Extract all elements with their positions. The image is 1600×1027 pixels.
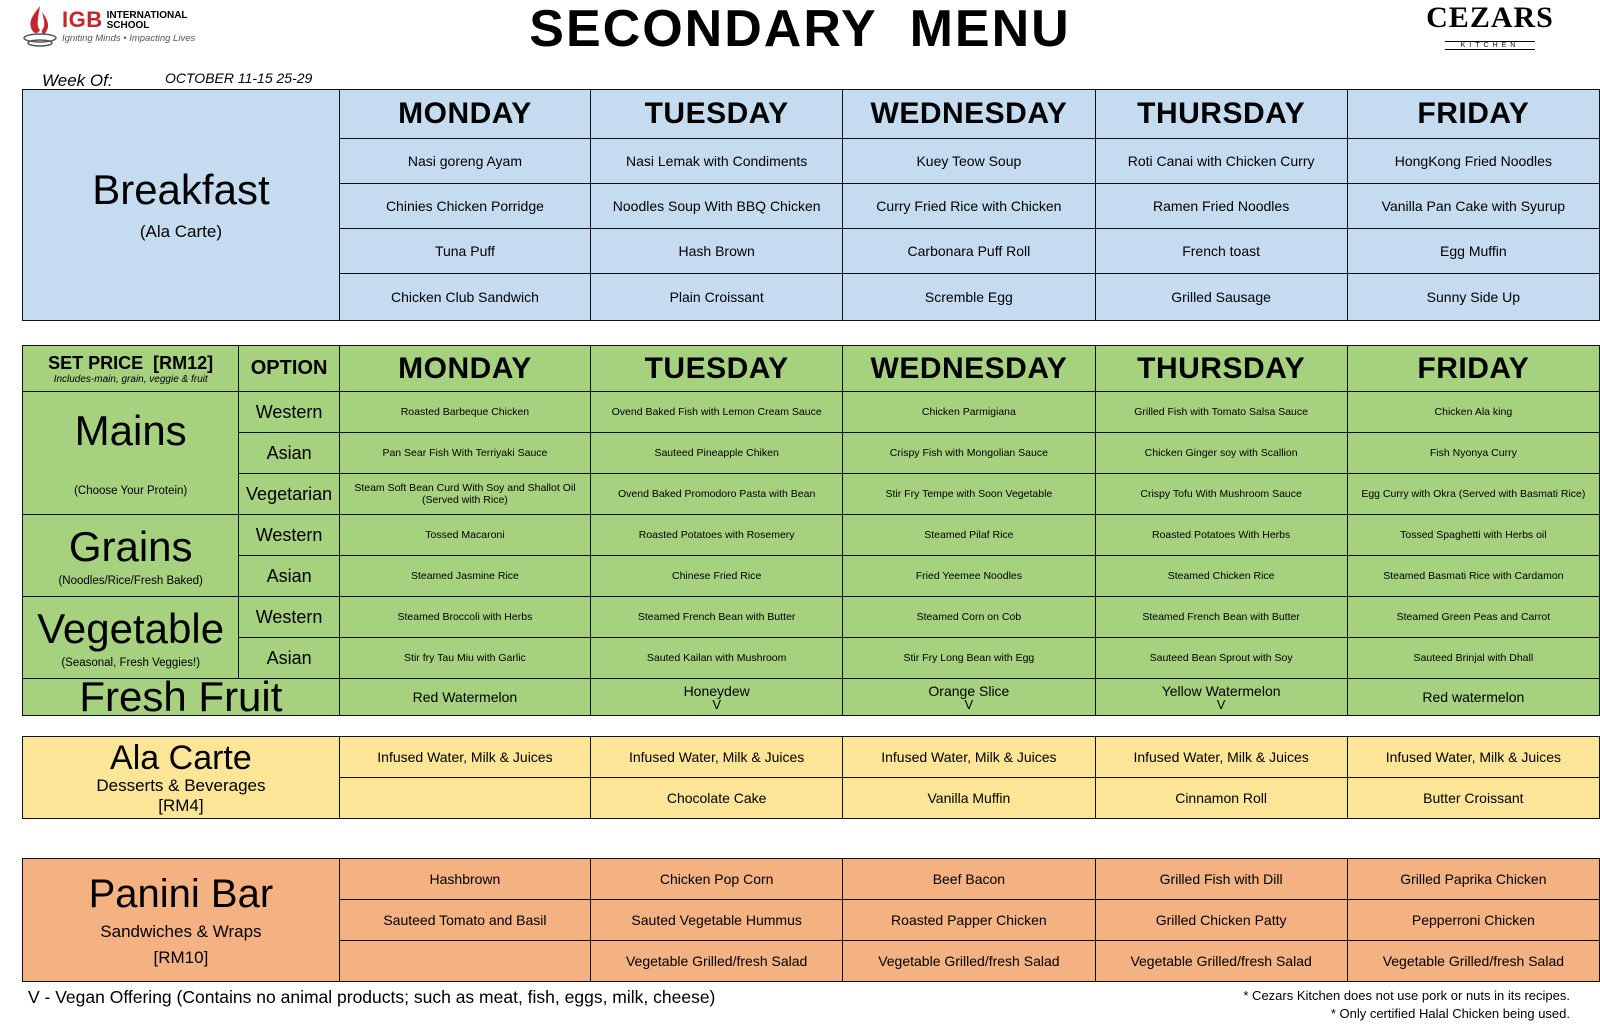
menu-cell: Butter Croissant [1347, 778, 1599, 819]
panini-label [23, 859, 340, 982]
menu-cell: Ovend Baked Promodoro Pasta with Bean [591, 474, 843, 515]
breakfast-table [22, 89, 1600, 321]
menu-cell: Infused Water, Milk & Juices [591, 737, 843, 778]
menu-cell: Stir fry Tau Miu with Garlic [339, 638, 590, 679]
menu-cell: Roasted Papper Chicken [843, 900, 1095, 941]
mains-label [23, 392, 239, 515]
menu-cell: Vegetable Grilled/fresh Salad [843, 941, 1095, 982]
menu-cell: Egg Curry with Okra (Served with Basmati Rice) [1347, 474, 1599, 515]
menu-cell: Pan Sear Fish With Terriyaki Sauce [339, 433, 590, 474]
logo-line1: INTERNATIONAL [106, 9, 188, 21]
menu-cell: Ovend Baked Fish with Lemon Cream Sauce [591, 392, 843, 433]
menu-cell: Crispy Fish with Mongolian Sauce [843, 433, 1095, 474]
menu-cell: Ramen Fried Noodles [1095, 184, 1347, 229]
menu-cell: Infused Water, Milk & Juices [1095, 737, 1347, 778]
week-label: Week Of: [42, 71, 113, 90]
menu-cell: Chinies Chicken Porridge [339, 184, 590, 229]
day-header: TUESDAY [591, 346, 843, 392]
menu-cell: Steamed French Bean with Butter [591, 597, 843, 638]
breakfast-label [23, 90, 340, 321]
vegan-mark: V [964, 697, 974, 712]
logo-line2: SCHOOL [106, 19, 150, 31]
day-header: WEDNESDAY [843, 90, 1095, 139]
option-label: Western [239, 515, 339, 556]
option-label: Asian [239, 556, 339, 597]
vegan-mark: V [1216, 697, 1226, 712]
page-title: SECONDARY MENU [529, 0, 1071, 58]
menu-cell: Cinnamon Roll [1095, 778, 1347, 819]
menu-cell: Grilled Paprika Chicken [1347, 859, 1599, 900]
menu-cell: Roasted Potatoes With Herbs [1095, 515, 1347, 556]
menu-cell: Vegetable Grilled/fresh Salad [591, 941, 843, 982]
menu-cell: Steamed Chicken Rice [1095, 556, 1347, 597]
day-header: MONDAY [339, 346, 590, 392]
menu-cell: Red watermelon [1347, 679, 1599, 716]
menu-cell: French toast [1095, 229, 1347, 274]
menu-cell [339, 778, 590, 819]
mains-title: Mains [74, 407, 187, 454]
fruit-item: Orange Slice [928, 683, 1010, 699]
menu-cell: Chicken Ginger soy with Scallion [1095, 433, 1347, 474]
set-price-header [23, 346, 239, 392]
menu-cell: Vegetable Grilled/fresh Salad [1347, 941, 1599, 982]
day-header: FRIDAY [1347, 346, 1599, 392]
logo-tagline: Igniting Minds • Impacting Lives [62, 32, 196, 44]
fruit-item: Yellow Watermelon [1161, 683, 1281, 699]
menu-cell: Kuey Teow Soup [843, 139, 1095, 184]
menu-cell: Chocolate Cake [591, 778, 843, 819]
menu-cell: Tuna Puff [339, 229, 590, 274]
menu-cell: Roasted Barbeque Chicken [339, 392, 590, 433]
menu-cell: Scremble Egg [843, 274, 1095, 321]
menu-cell: Stir Fry Long Bean with Egg [843, 638, 1095, 679]
menu-cell: Plain Croissant [591, 274, 843, 321]
menu-cell: Chicken Pop Corn [591, 859, 843, 900]
menu-cell: Steamed Jasmine Rice [339, 556, 590, 597]
day-header: FRIDAY [1347, 90, 1599, 139]
option-label: Western [239, 392, 339, 433]
menu-cell: Tossed Spaghetti with Herbs oil [1347, 515, 1599, 556]
alacarte-price: [RM4] [158, 795, 204, 815]
logo-brand: IGB [62, 6, 103, 32]
menu-cell: Roti Canai with Chicken Curry [1095, 139, 1347, 184]
breakfast-title: Breakfast [92, 166, 270, 213]
menu-cell: Curry Fried Rice with Chicken [843, 184, 1095, 229]
week-value: OCTOBER 11-15 25-29 [165, 70, 313, 86]
breakfast-subtitle: (Ala Carte) [139, 222, 222, 241]
fruit-cell [843, 679, 1095, 716]
cezars-logo [1410, 2, 1570, 52]
menu-cell: Steam Soft Bean Curd With Soy and Shallot Oil (Served with Rice) [339, 474, 590, 515]
option-label: Western [239, 597, 339, 638]
fruit-cell [1095, 679, 1347, 716]
menu-cell: Vanilla Muffin [843, 778, 1095, 819]
day-header: WEDNESDAY [843, 346, 1095, 392]
fruit-item: Honeydew [683, 683, 750, 699]
menu-cell: Steamed Pilaf Rice [843, 515, 1095, 556]
menu-cell: Sauteed Tomato and Basil [339, 900, 590, 941]
footnote-halal: * Only certified Halal Chicken being used. [1330, 1006, 1570, 1021]
grains-subtitle: (Noodles/Rice/Fresh Baked) [58, 574, 203, 587]
menu-cell: Grilled Fish with Dill [1095, 859, 1347, 900]
menu-cell: Sauted Vegetable Hummus [591, 900, 843, 941]
menu-cell: Vanilla Pan Cake with Syurup [1347, 184, 1599, 229]
menu-cell: Sauted Kailan with Mushroom [591, 638, 843, 679]
set-price-note: Includes-main, grain, veggie & fruit [53, 373, 208, 385]
menu-cell: Steamed French Bean with Butter [1095, 597, 1347, 638]
option-label: Asian [239, 638, 339, 679]
menu-cell: Infused Water, Milk & Juices [843, 737, 1095, 778]
menu-cell: Noodles Soup With BBQ Chicken [591, 184, 843, 229]
menu-cell: Fried Yeemee Noodles [843, 556, 1095, 597]
menu-cell: Steamed Basmati Rice with Cardamon [1347, 556, 1599, 597]
menu-cell: Hash Brown [591, 229, 843, 274]
grains-label [23, 515, 239, 597]
fruit-title: Fresh Fruit [79, 678, 283, 716]
menu-cell: Egg Muffin [1347, 229, 1599, 274]
vegetable-subtitle: (Seasonal, Fresh Veggies!) [61, 656, 201, 669]
alacarte-label [23, 737, 340, 819]
menu-cell: HongKong Fried Noodles [1347, 139, 1599, 184]
menu-cell: Sunny Side Up [1347, 274, 1599, 321]
panini-subtitle: Sandwiches & Wraps [100, 922, 262, 941]
vegetable-label [23, 597, 239, 679]
menu-cell: Nasi goreng Ayam [339, 139, 590, 184]
menu-cell [339, 941, 590, 982]
panini-table [22, 858, 1600, 982]
menu-cell: Hashbrown [339, 859, 590, 900]
vegan-footnote: V - Vegan Offering (Contains no animal products; such as meat, fish, eggs, milk, cheese) [28, 987, 716, 1007]
menu-cell: Steamed Green Peas and Carrot [1347, 597, 1599, 638]
menu-cell: Nasi Lemak with Condiments [591, 139, 843, 184]
alacarte-title: Ala Carte [110, 738, 252, 777]
menu-cell: Steamed Broccoli with Herbs [339, 597, 590, 638]
menu-cell: Chinese Fried Rice [591, 556, 843, 597]
menu-cell: Vegetable Grilled/fresh Salad [1095, 941, 1347, 982]
menu-cell: Fish Nyonya Curry [1347, 433, 1599, 474]
menu-cell: Grilled Sausage [1095, 274, 1347, 321]
partner-sub: KITCHEN [1445, 41, 1536, 50]
footnote-pork: * Cezars Kitchen does not use pork or nuts in its recipes. [1243, 988, 1570, 1003]
menu-cell: Steamed Corn on Cob [843, 597, 1095, 638]
set-price-label: SET PRICE [RM12] [48, 352, 214, 373]
set-price-table [22, 345, 1600, 716]
menu-cell: Sauteed Bean Sprout with Soy [1095, 638, 1347, 679]
menu-cell: Tossed Macaroni [339, 515, 590, 556]
vegan-mark: V [712, 697, 721, 712]
panini-title: Panini Bar [88, 872, 274, 916]
day-header: TUESDAY [591, 90, 843, 139]
menu-cell: Grilled Chicken Patty [1095, 900, 1347, 941]
panini-price: [RM10] [153, 948, 209, 967]
fruit-label [23, 679, 340, 716]
menu-cell: Pepperroni Chicken [1347, 900, 1599, 941]
menu-cell: Infused Water, Milk & Juices [1347, 737, 1599, 778]
menu-cell: Red Watermelon [339, 679, 590, 716]
menu-cell: Beef Bacon [843, 859, 1095, 900]
menu-cell: Chicken Parmigiana [843, 392, 1095, 433]
page-header [0, 0, 1600, 95]
kitchen-footnotes [1243, 987, 1570, 1023]
grains-title: Grains [68, 522, 193, 570]
option-header: OPTION [239, 346, 339, 392]
day-header: THURSDAY [1095, 90, 1347, 139]
fruit-cell [591, 679, 843, 716]
alacarte-subtitle: Desserts & Beverages [96, 775, 266, 795]
day-header: MONDAY [339, 90, 590, 139]
vegetable-title: Vegetable [37, 604, 225, 652]
menu-cell: Chicken Club Sandwich [339, 274, 590, 321]
day-header: THURSDAY [1095, 346, 1347, 392]
menu-cell: Stir Fry Tempe with Soon Vegetable [843, 474, 1095, 515]
menu-cell: Crispy Tofu With Mushroom Sauce [1095, 474, 1347, 515]
menu-cell: Sauteed Brinjal with Dhall [1347, 638, 1599, 679]
menu-cell: Roasted Potatoes with Rosemery [591, 515, 843, 556]
menu-cell: Carbonara Puff Roll [843, 229, 1095, 274]
menu-cell: Infused Water, Milk & Juices [339, 737, 590, 778]
partner-name: CEZARS [1426, 1, 1554, 34]
alacarte-table [22, 736, 1600, 819]
menu-cell: Grilled Fish with Tomato Salsa Sauce [1095, 392, 1347, 433]
menu-cell: Sauteed Pineapple Chiken [591, 433, 843, 474]
option-label: Asian [239, 433, 339, 474]
mains-subtitle: (Choose Your Protein) [74, 485, 188, 497]
menu-cell: Chicken Ala king [1347, 392, 1599, 433]
option-label: Vegetarian [239, 474, 339, 515]
